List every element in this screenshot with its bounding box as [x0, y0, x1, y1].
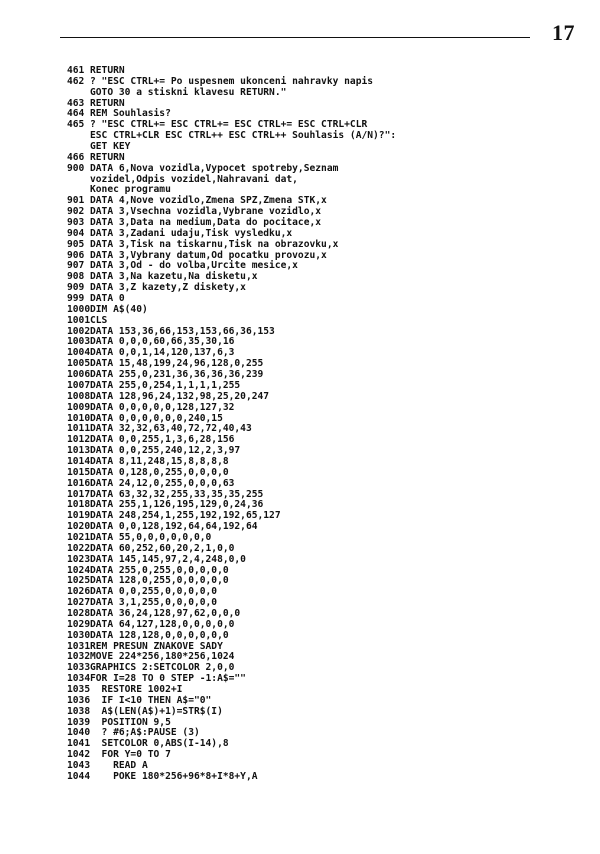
line-number: [67, 175, 90, 186]
line-number: 1022: [67, 542, 91, 554]
line-code: DATA 0,0,255,1,3,6,28,156: [90, 434, 235, 446]
line-code: DATA 3,Zadani udaju,Tisk vysledku,x: [90, 227, 293, 239]
line-number: 1012: [67, 434, 91, 446]
header-rule: [60, 37, 530, 38]
line-code: DATA 0,0,1,14,120,137,6,3: [90, 347, 235, 359]
line-code: MOVE 224*256,180*256,1024: [90, 651, 235, 663]
code-line: [67, 240, 567, 251]
line-code: DATA 0,0,0,0,0,0,240,15: [90, 412, 223, 424]
code-line: [67, 631, 567, 642]
line-code: DATA 55,0,0,0,0,0,0,0: [90, 531, 212, 543]
line-number: 1034: [67, 673, 91, 685]
line-code: DATA 255,1,126,195,129,0,24,36: [90, 499, 264, 511]
code-line: [67, 772, 567, 783]
line-number: 1031: [67, 640, 91, 652]
code-line: [67, 555, 567, 566]
line-number: 1025: [67, 575, 91, 587]
line-number: 1027: [67, 597, 91, 609]
line-code: Konec programu: [90, 184, 171, 196]
line-number: [67, 88, 90, 99]
line-number: 462: [67, 75, 85, 87]
line-number: 1028: [67, 607, 91, 619]
line-number: 1003: [67, 336, 91, 348]
line-number: 1038: [67, 705, 91, 717]
line-code: vozidel,Odpis vozidel,Nahravani dat,: [90, 173, 298, 185]
line-number: 902: [67, 206, 85, 218]
line-number: 906: [67, 249, 85, 261]
line-number: [67, 131, 90, 142]
line-code: IF I<10 THEN A$="0": [90, 694, 212, 706]
line-number: 1042: [67, 749, 91, 761]
line-number: 1001: [67, 314, 91, 326]
code-line: [67, 392, 567, 403]
line-code: DATA 15,48,199,24,96,128,0,255: [90, 358, 264, 370]
code-listing: [67, 66, 567, 783]
code-line: [67, 131, 567, 142]
line-number: 907: [67, 260, 85, 272]
code-line: [67, 479, 567, 490]
line-code: DATA 255,0,231,36,36,36,36,239: [90, 369, 264, 381]
line-code: REM Souhlasis?: [90, 108, 171, 120]
line-code: CLS: [90, 314, 108, 326]
code-line: [67, 305, 567, 316]
line-code: A$(LEN(A$)+1)=STR$(I): [90, 705, 223, 717]
line-number: 1043: [67, 760, 91, 771]
line-number: 1009: [67, 401, 91, 413]
line-code: DATA 0: [90, 293, 125, 305]
line-number: 461: [67, 65, 85, 76]
line-code: DATA 24,12,0,255,0,0,0,63: [90, 477, 235, 489]
line-number: 1033: [67, 662, 91, 674]
line-code: DATA 248,254,1,255,192,192,65,127: [90, 510, 281, 522]
line-number: 901: [67, 195, 85, 207]
line-code: DATA 255,0,255,0,0,0,0,0: [90, 564, 229, 576]
line-code: ? "ESC CTRL+= Po uspesnem ukonceni nahravky napis: [90, 75, 374, 87]
line-number: 1021: [67, 531, 91, 543]
line-code: DATA 3,Data na medium,Data do pocitace,x: [90, 217, 322, 229]
line-number: 1004: [67, 347, 91, 359]
line-code: DATA 36,24,128,97,62,0,0,0: [90, 607, 241, 619]
line-number: 1008: [67, 390, 91, 402]
line-number: 1015: [67, 466, 91, 478]
line-code: REM PRESUN ZNAKOVE SADY: [90, 640, 223, 652]
line-number: 463: [67, 97, 85, 109]
line-code: DATA 32,32,63,40,72,72,40,43: [90, 423, 252, 435]
line-number: 1041: [67, 738, 91, 750]
line-number: 465: [67, 119, 85, 131]
line-number: 1007: [67, 379, 91, 391]
line-code: DATA 0,0,0,60,66,35,30,16: [90, 336, 235, 348]
line-code: RETURN: [90, 151, 125, 163]
line-number: 1035: [67, 683, 91, 695]
line-code: RESTORE 1002+I: [90, 683, 183, 695]
line-code: POSITION 9,5: [90, 716, 171, 728]
line-number: 1002: [67, 325, 91, 337]
line-number: 1017: [67, 488, 91, 500]
line-number: 1016: [67, 477, 91, 489]
line-code: FOR I=28 TO 0 STEP -1:A$="": [90, 673, 246, 685]
line-code: ? #6;A$:PAUSE (3): [90, 727, 200, 739]
line-code: DATA 3,Vybrany datum,Od pocatku provozu,x: [90, 249, 327, 261]
line-number: 1011: [67, 423, 91, 435]
line-code: DATA 3,Vsechna vozidla,Vybrane vozidlo,x: [90, 206, 322, 218]
page-number: 17: [552, 20, 575, 45]
line-number: 1039: [67, 716, 91, 728]
line-code: DATA 63,32,32,255,33,35,35,255: [90, 488, 264, 500]
line-code: POKE 180*256+96*8+I*8+Y,A: [90, 770, 258, 782]
line-code: ESC CTRL+CLR ESC CTRL++ ESC CTRL++ Souhlasis (A/N)?":: [90, 130, 397, 142]
line-code: DATA 153,36,66,153,153,66,36,153: [90, 325, 275, 337]
line-number: 1030: [67, 629, 91, 641]
line-number: 1000: [67, 303, 91, 315]
line-code: DATA 6,Nova vozidla,Vypocet spotreby,Seznam: [90, 162, 339, 174]
line-code: DATA 64,127,128,0,0,0,0,0: [90, 618, 235, 630]
line-code: ? "ESC CTRL+= ESC CTRL+= ESC CTRL+= ESC CTRL+CLR: [90, 119, 368, 131]
line-number: 904: [67, 227, 85, 239]
line-number: 1024: [67, 564, 91, 576]
line-number: 909: [67, 282, 85, 294]
line-number: 1014: [67, 455, 91, 467]
line-code: DATA 3,Na kazetu,Na disketu,x: [90, 271, 258, 283]
line-number: 905: [67, 238, 85, 250]
line-code: DATA 3,Z kazety,Z diskety,x: [90, 282, 246, 294]
line-number: 1013: [67, 445, 91, 457]
line-code: FOR Y=0 TO 7: [90, 749, 171, 761]
line-number: 1040: [67, 727, 91, 739]
line-code: DATA 128,0,255,0,0,0,0,0: [90, 575, 229, 587]
line-number: 464: [67, 108, 85, 120]
line-code: GOTO 30 a stiskni klavesu RETURN.": [90, 86, 287, 98]
line-code: DATA 0,0,128,192,64,64,192,64: [90, 521, 258, 533]
line-code: DATA 0,0,255,240,12,2,3,97: [90, 445, 241, 457]
line-number: 1020: [67, 521, 91, 533]
line-code: DATA 128,128,0,0,0,0,0,0: [90, 629, 229, 641]
line-number: 1005: [67, 358, 91, 370]
line-number: 908: [67, 271, 85, 283]
line-code: DATA 0,0,0,0,0,128,127,32: [90, 401, 235, 413]
line-number: 1023: [67, 553, 91, 565]
line-code: DATA 128,96,24,132,98,25,20,247: [90, 390, 270, 402]
line-code: RETURN: [90, 65, 125, 76]
code-line: [67, 88, 567, 99]
line-number: 1010: [67, 412, 91, 424]
line-code: DATA 145,145,97,2,4,248,0,0: [90, 553, 246, 565]
code-line: [67, 142, 567, 153]
line-number: 466: [67, 151, 85, 163]
line-code: RETURN: [90, 97, 125, 109]
code-line: [67, 707, 567, 718]
line-code: DATA 255,0,254,1,1,1,1,255: [90, 379, 241, 391]
code-line: [67, 403, 567, 414]
line-number: 1006: [67, 369, 91, 381]
line-number: 1029: [67, 618, 91, 630]
line-number: 1026: [67, 586, 91, 598]
line-number: 900: [67, 162, 85, 174]
line-code: DATA 0,128,0,255,0,0,0,0: [90, 466, 229, 478]
code-line: [67, 283, 567, 294]
line-number: 1019: [67, 510, 91, 522]
code-line: [67, 164, 567, 175]
line-number: 1018: [67, 499, 91, 511]
line-code: DATA 3,Od - do volba,Urcite mesice,x: [90, 260, 298, 272]
line-code: DATA 4,Nove vozidlo,Zmena SPZ,Zmena STK,x: [90, 195, 327, 207]
line-code: SETCOLOR 0,ABS(I-14),8: [90, 738, 229, 750]
line-code: DATA 60,252,60,20,2,1,0,0: [90, 542, 235, 554]
line-code: GET KEY: [90, 141, 131, 153]
line-number: 1044: [67, 770, 91, 782]
line-code: DIM A$(40): [90, 303, 148, 315]
line-code: DATA 3,Tisk na tiskarnu,Tisk na obrazovku,x: [90, 238, 339, 250]
line-code: DATA 3,1,255,0,0,0,0,0: [90, 597, 218, 609]
line-code: DATA 0,0,255,0,0,0,0,0: [90, 586, 218, 598]
code-line: [67, 316, 567, 327]
line-number: 903: [67, 217, 85, 229]
line-number: 1036: [67, 694, 91, 706]
line-number: 999: [67, 293, 85, 305]
line-code: READ A: [90, 760, 148, 771]
line-code: GRAPHICS 2:SETCOLOR 2,0,0: [90, 662, 235, 674]
line-code: DATA 8,11,248,15,8,8,8,8: [90, 455, 229, 467]
line-number: 1032: [67, 651, 91, 663]
